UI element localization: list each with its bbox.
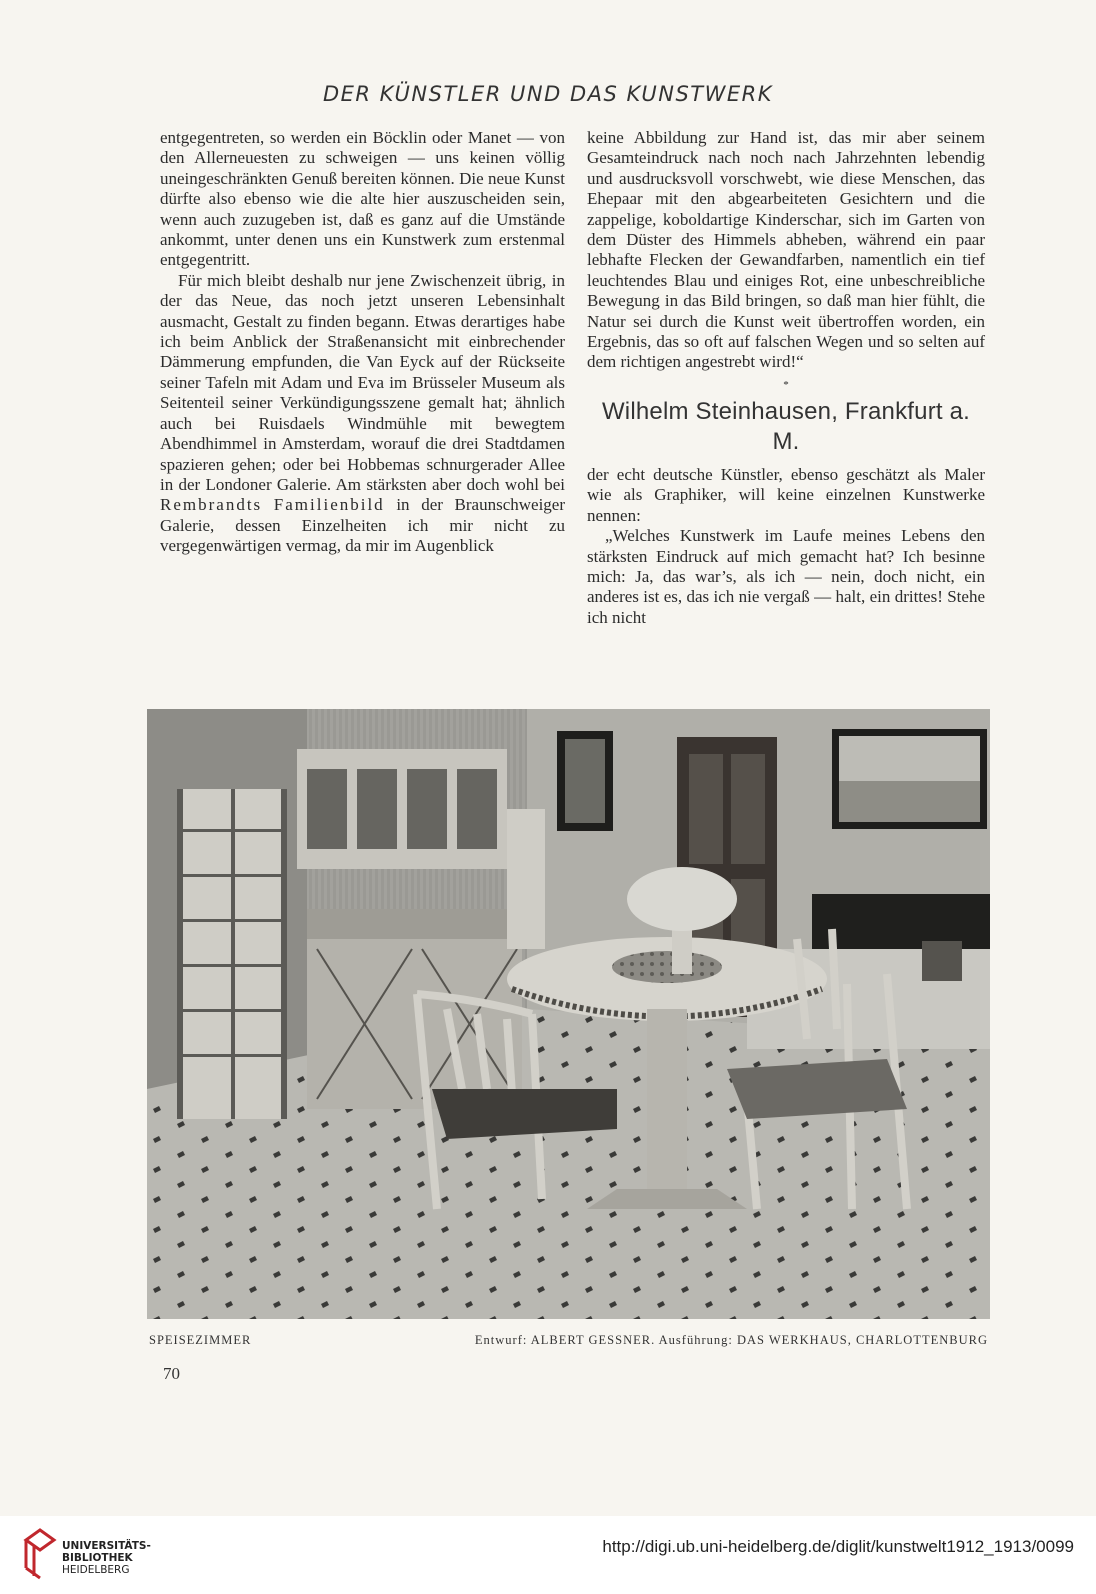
emphasized-text: Familienbild — [273, 495, 385, 515]
caption-credits: Entwurf: ALBERT GESSNER. Ausführung: DAS WERKHAUS, CHARLOTTENBURG — [474, 1333, 988, 1347]
text-run: Für mich bleibt deshalb nur jene Zwischenzeit übrig, in der das Neue, das noch jetzt unseren Lebensinhalt ausmacht, Gestalt zu finden begann. Etwas derartiges habe ich beim Anblick der Straßenansicht mit einbrechender Dämmerung empfunden, die Van Eyck auf der Rückseite seiner Tafeln mit Adam und Eva im Brüsseler Museum als Seitenteil seiner Verkündigungsszene gemalt hat; ähnlich auch bei Ruisdaels Windmühle mit bewegtem Abendhimmel in Amsterdam, worauf die drei Stadtdamen spazieren gehen; oder bei Hobbemas schnurgerader Allee in der Londoner Galerie. Am stärksten aber doch wohl bei — [160, 270, 565, 494]
left-text-column — [160, 128, 565, 557]
library-name-line: UNIVERSITÄTS- — [62, 1540, 151, 1552]
paragraph: der echt deutsche Künstler, ebenso geschätzt als Maler wie als Graphiker, will keine einzelnen Kunstwerke nennen: — [587, 464, 985, 525]
caption-title: SPEISEZIMMER — [149, 1333, 252, 1347]
dining-room-photo — [147, 709, 990, 1319]
paragraph: keine Abbildung zur Hand ist, das mir aber seinem Gesamteindruck nach noch nach Jahrzehnten lebendig und ausdrucksvoll vorschwebt, wie diese Menschen, das Ehepaar mit den abgearbeiteten Gesichtern und die zappelige, koboldartige Kinderschar, sich im Garten von dem Düster des Himmels abheben, während ein paar lebhafte Flecken der Gewandfarben, namentlich ein tief leuchtendes Blau und einiges Rot, eine unbeschreibliche Bewegung in das Bild bringen, so daß man hier fühlt, die Natur sei durch die Kunst weit übertroffen worden, ein Ergebnis, das so oft auf falschen Wegen und so selten auf dem richtigen angestrebt wird!“ — [587, 128, 985, 372]
source-url[interactable]: http://digi.ub.uni-heidelberg.de/diglit/kunstwelt1912_1913/0099 — [602, 1537, 1074, 1556]
paragraph: entgegentreten, so werden ein Böcklin oder Manet — von den Allerneuesten zu schweigen — uns keinen völlig uneingeschränkten Genuß bereiten können. Die neue Kunst dürfte also ebenso wie die alte hier auszuscheiden sein, wenn auch zuzugeben ist, daß es ganz auf die Umstände ankommt, unter denen uns ein Kunstwerk zum erstenmal entgegentritt. — [160, 128, 565, 270]
text-run: in der Braunschweiger Galerie, dessen Einzelheiten ich mir nicht zu vergegenwärtigen vermag, da mir im Augenblick — [160, 495, 565, 556]
library-name-line: HEIDELBERG — [62, 1564, 130, 1576]
emphasized-text: Rembrandts — [160, 495, 263, 515]
paragraph: „Welches Kunstwerk im Laufe meines Lebens den stärksten Eindruck auf mich gemacht hat? Ich besinne mich: Ja, das war’s, als ich — nein, doch nicht, ein anderes ist es, das ich nie vergaß — halt, ein drittes! Stehe ich nicht — [587, 526, 985, 627]
library-name — [62, 1540, 151, 1576]
digitization-footer — [0, 1516, 1096, 1594]
running-header: DER KÜNSTLER UND DAS KUNSTWERK — [322, 82, 774, 106]
section-heading: Wilhelm Steinhausen, Frankfurt a. M. — [601, 397, 971, 455]
section-separator: * — [783, 378, 789, 391]
page-number: 70 — [163, 1364, 180, 1383]
paragraph — [160, 271, 565, 557]
library-name-line: BIBLIOTHEK — [62, 1552, 133, 1564]
right-text-column — [587, 128, 985, 628]
text-run — [262, 495, 274, 514]
